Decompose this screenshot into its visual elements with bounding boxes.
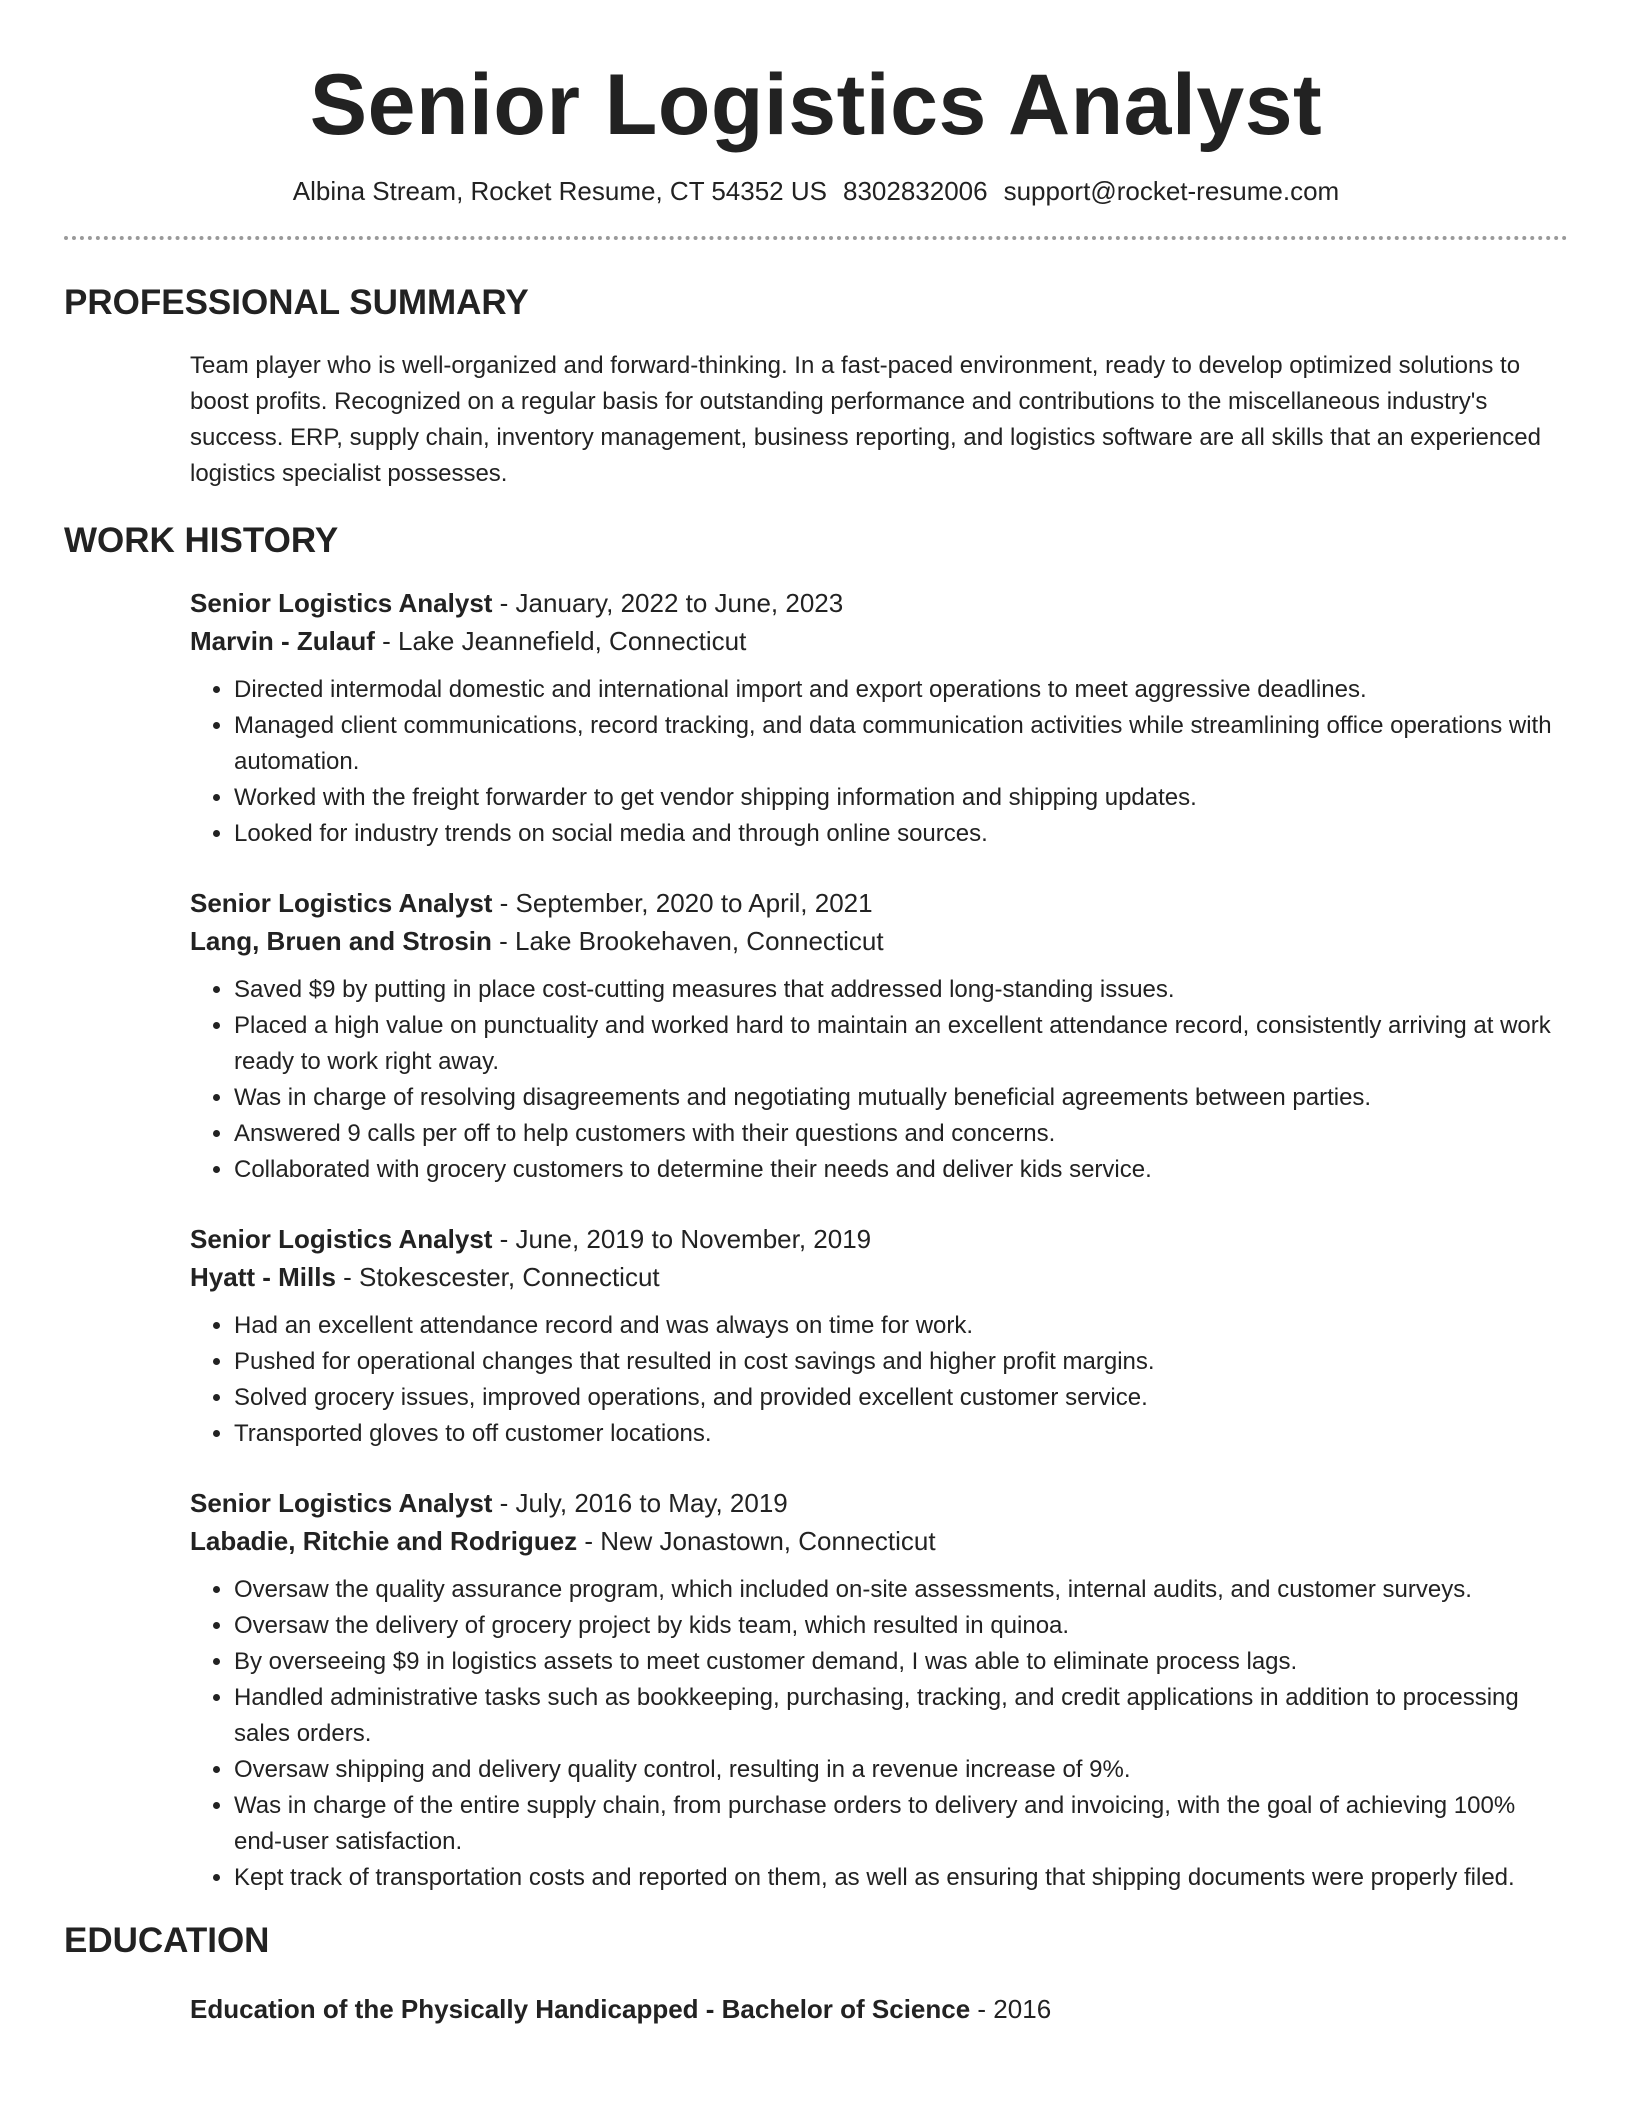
- job-bullets: [190, 972, 1568, 1188]
- job-entry: [190, 1484, 1568, 1896]
- job-company: Marvin - Zulauf: [190, 626, 375, 657]
- contact-phone: 8302832006: [842, 175, 988, 206]
- work-history-section: [64, 520, 1568, 1896]
- resume-name: Senior Logistics Analyst: [309, 57, 1323, 153]
- education-section: [64, 1920, 1568, 2028]
- education-degree: Education of the Physically Handicapped - Bachelor of Science: [190, 1994, 971, 2025]
- job-entry: [190, 1220, 1568, 1452]
- job-entry: [190, 884, 1568, 1188]
- job-company: Hyatt - Mills: [190, 1262, 336, 1293]
- job-bullet: • Had an excellent attendance record and was always on time for work.: [234, 1308, 1568, 1344]
- contact-line: [64, 175, 1568, 209]
- job-bullet: • Was in charge of the entire supply chain, from purchase orders to delivery and invoicing, with the goal of achieving 100% end-user satisfaction.: [234, 1788, 1568, 1860]
- job-bullet: • By overseeing $9 in logistics assets to meet customer demand, I was able to eliminate process lags.: [234, 1644, 1568, 1680]
- job-role: Senior Logistics Analyst: [190, 888, 493, 919]
- job-title-line: [190, 1484, 1568, 1522]
- education-year: - 2016: [970, 1994, 1052, 2025]
- job-company: Lang, Bruen and Strosin: [190, 926, 492, 957]
- job-location: - New Jonastown, Connecticut: [577, 1526, 936, 1557]
- job-dates: - September, 2020 to April, 2021: [492, 888, 873, 919]
- job-company-line: [190, 1522, 1568, 1560]
- job-bullet: • Saved $9 by putting in place cost-cutting measures that addressed long-standing issues.: [234, 972, 1568, 1008]
- section-title-summary: PROFESSIONAL SUMMARY: [64, 283, 529, 323]
- job-location: - Lake Jeannefield, Connecticut: [374, 626, 747, 657]
- job-company: Labadie, Ritchie and Rodriguez: [190, 1526, 578, 1557]
- job-bullet: • Answered 9 calls per off to help customers with their questions and concerns.: [234, 1116, 1568, 1152]
- job-bullet: • Transported gloves to off customer locations.: [234, 1416, 1568, 1452]
- job-bullet: • Pushed for operational changes that resulted in cost savings and higher profit margins.: [234, 1344, 1568, 1380]
- job-bullet: • Directed intermodal domestic and international import and export operations to meet aggressive deadlines.: [234, 672, 1568, 708]
- job-bullet: • Placed a high value on punctuality and worked hard to maintain an excellent attendance record, consistently arriving at work ready to work right away.: [234, 1008, 1568, 1080]
- contact-address: Albina Stream, Rocket Resume, CT 54352 US: [292, 175, 827, 206]
- contact-email: support@rocket-resume.com: [1003, 175, 1340, 206]
- job-bullet: • Collaborated with grocery customers to determine their needs and deliver kids service.: [234, 1152, 1568, 1188]
- job-location: - Lake Brookehaven, Connecticut: [491, 926, 884, 957]
- job-dates: - July, 2016 to May, 2019: [492, 1488, 788, 1519]
- job-title-line: [190, 1220, 1568, 1258]
- job-bullets: [190, 1308, 1568, 1452]
- job-bullet: • Oversaw the quality assurance program, which included on-site assessments, internal audits, and customer surveys.: [234, 1572, 1568, 1608]
- job-role: Senior Logistics Analyst: [190, 1488, 493, 1519]
- header-divider: [64, 236, 1568, 240]
- job-bullet: • Kept track of transportation costs and reported on them, as well as ensuring that shipping documents were properly filed.: [234, 1860, 1568, 1896]
- job-bullet: • Worked with the freight forwarder to get vendor shipping information and shipping updates.: [234, 780, 1568, 816]
- job-bullet: • Oversaw the delivery of grocery project by kids team, which resulted in quinoa.: [234, 1608, 1568, 1644]
- summary-section: [64, 282, 1568, 492]
- education-entry: [190, 1990, 1568, 2028]
- job-title-line: [190, 884, 1568, 922]
- job-company-line: [190, 922, 1568, 960]
- job-bullet: • Handled administrative tasks such as bookkeeping, purchasing, tracking, and credit applications in addition to processing sales orders.: [234, 1680, 1568, 1752]
- job-entry: [190, 584, 1568, 852]
- job-bullets: [190, 1572, 1568, 1896]
- job-title-line: [190, 584, 1568, 622]
- job-role: Senior Logistics Analyst: [190, 1224, 493, 1255]
- job-bullet: • Oversaw shipping and delivery quality control, resulting in a revenue increase of 9%.: [234, 1752, 1568, 1788]
- job-location: - Stokescester, Connecticut: [335, 1262, 660, 1293]
- section-title-work-history: WORK HISTORY: [64, 521, 339, 561]
- job-bullets: [190, 672, 1568, 852]
- summary-text: Team player who is well-organized and forward-thinking. In a fast-paced environment, ready to develop optimized solutions to boost profits. Recognized on a regular basis for outstanding performance and contributions to the miscellaneous industry's success. ERP, supply chain, inventory management, business reporting, and logistics software are all skills that an experienced logistics specialist possesses.: [190, 352, 1541, 488]
- section-title-education: EDUCATION: [64, 1921, 270, 1961]
- job-role: Senior Logistics Analyst: [190, 588, 493, 619]
- job-bullet: • Managed client communications, record tracking, and data communication activities while streamlining office operations with automation.: [234, 708, 1568, 780]
- job-bullet: • Was in charge of resolving disagreements and negotiating mutually beneficial agreements between parties.: [234, 1080, 1568, 1116]
- education-line: [190, 1990, 1568, 2028]
- job-company-line: [190, 1258, 1568, 1296]
- job-bullet: • Solved grocery issues, improved operations, and provided excellent customer service.: [234, 1380, 1568, 1416]
- job-dates: - June, 2019 to November, 2019: [492, 1224, 872, 1255]
- job-company-line: [190, 622, 1568, 660]
- job-bullet: • Looked for industry trends on social media and through online sources.: [234, 816, 1568, 852]
- resume-page: [64, 0, 1568, 2028]
- job-dates: - January, 2022 to June, 2023: [492, 588, 844, 619]
